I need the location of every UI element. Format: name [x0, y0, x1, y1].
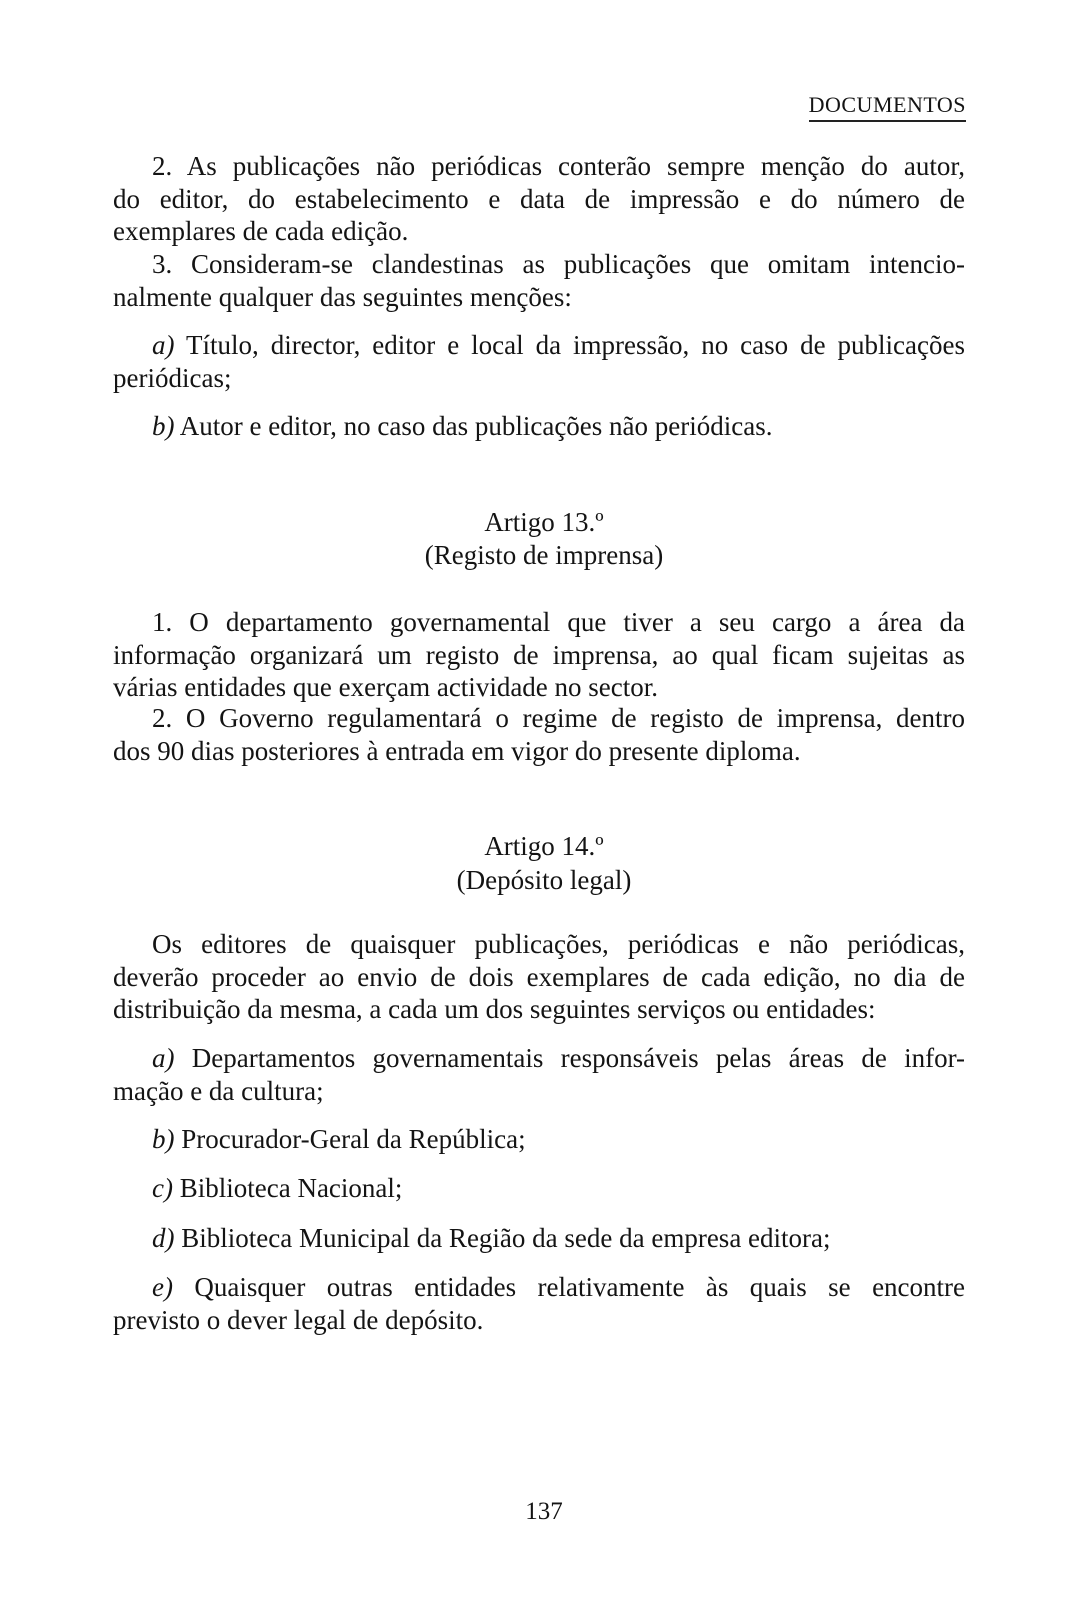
- item-text: Título, director, editor e local da impressão, no caso de publicações: [185, 330, 966, 360]
- item-text: Quaisquer outras entidades relativamente às quais se encontre: [194, 1272, 966, 1302]
- art14-paragraph: [113, 928, 965, 1026]
- article-13-subtitle: (Registo de imprensa): [424, 540, 664, 570]
- page-number: 137: [525, 1498, 563, 1525]
- line: 2. O Governo regulamentará o regime de registo de imprensa, dentro: [152, 703, 965, 733]
- art13-paragraph-2: [113, 702, 965, 767]
- list-item-e: [113, 1271, 965, 1336]
- line: [113, 329, 965, 362]
- line: nalmente qualquer das seguintes menções:: [113, 281, 572, 312]
- list-item-a: [113, 1042, 965, 1107]
- line: previsto o dever legal de depósito.: [113, 1304, 484, 1335]
- line: [113, 1271, 965, 1304]
- running-header: DOCUMENTOS: [809, 92, 966, 122]
- line: periódicas;: [113, 362, 232, 393]
- line: informação organizará um registo de imprensa, ao qual ficam sujeitas as: [113, 639, 965, 670]
- line: [113, 1042, 965, 1075]
- line: Os editores de quaisquer publicações, periódicas e não periódicas,: [152, 929, 965, 959]
- line: exemplares de cada edição.: [113, 216, 409, 246]
- item-text: Biblioteca Nacional;: [179, 1173, 403, 1203]
- item-label: e): [152, 1272, 173, 1302]
- item-label: a): [152, 330, 175, 360]
- line: 1. O departamento governamental que tiver a seu cargo a área da: [152, 607, 965, 637]
- paragraph-2: [113, 150, 965, 248]
- item-a: [113, 329, 965, 394]
- line: 2. As publicações não periódicas conterão sempre menção do autor,: [152, 151, 965, 181]
- line: do editor, do estabelecimento e data de impressão e do número de: [113, 183, 965, 214]
- item-label: d): [152, 1223, 175, 1253]
- line: 3. Consideram-se clandestinas as publicações que omitam intencio-: [152, 249, 965, 279]
- article-14-title: Artigo 14.º: [484, 831, 604, 861]
- list-item-c: [113, 1172, 965, 1205]
- article-14-subtitle: (Depósito legal): [456, 865, 632, 895]
- item-b: [113, 410, 965, 443]
- line: [113, 1172, 965, 1205]
- line: deverão proceder ao envio de dois exemplares de cada edição, no dia de: [113, 961, 965, 992]
- line: dos 90 dias posteriores à entrada em vigor do presente diploma.: [113, 735, 801, 766]
- line: várias entidades que exerçam actividade no sector.: [113, 672, 659, 702]
- article-13-title: Artigo 13.º: [484, 507, 604, 537]
- list-item-d: [113, 1222, 965, 1255]
- item-text: Procurador-Geral da República;: [181, 1124, 526, 1154]
- item-text: Autor e editor, no caso das publicações não periódicas.: [179, 411, 773, 441]
- item-text: Departamentos governamentais responsáveis pelas áreas de infor-: [191, 1043, 966, 1073]
- item-label: a): [152, 1043, 175, 1073]
- art13-paragraph-1: [113, 606, 965, 704]
- line: distribuição da mesma, a cada um dos seguintes serviços ou entidades:: [113, 994, 876, 1024]
- line: [113, 1123, 965, 1156]
- item-text: Biblioteca Municipal da Região da sede da empresa editora;: [181, 1223, 831, 1253]
- list-item-b: [113, 1123, 965, 1156]
- line: mação e da cultura;: [113, 1075, 324, 1106]
- paragraph-3: [113, 248, 965, 313]
- item-label: c): [152, 1173, 173, 1203]
- item-label: b): [152, 411, 175, 441]
- line: [113, 410, 965, 443]
- line: [113, 1222, 965, 1255]
- item-label: b): [152, 1124, 175, 1154]
